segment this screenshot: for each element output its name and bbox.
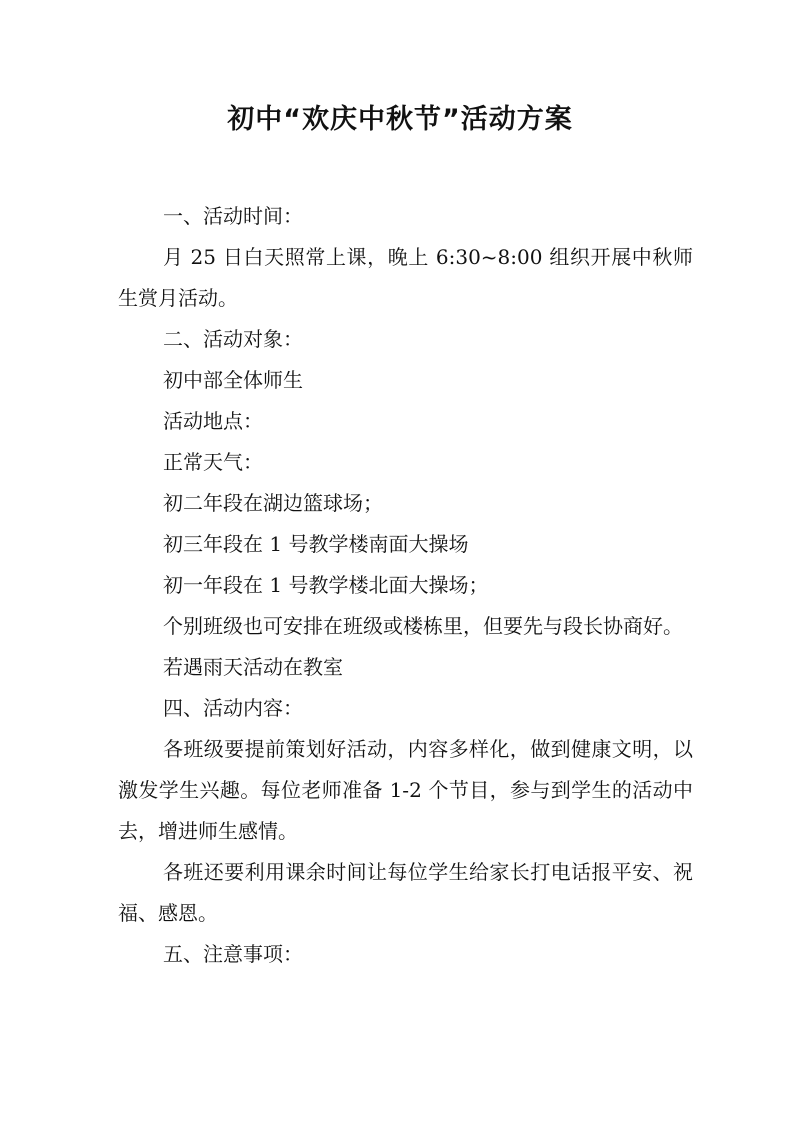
section-heading-time: 一、活动时间： [163, 204, 303, 228]
section-heading-location: 活动地点： [163, 409, 263, 433]
section-heading-content: 四、活动内容： [163, 696, 303, 720]
paragraph-activity-content: 各班级要提前策划好活动，内容多样化，做到健康文明，以激发学生兴趣。每位老师准备 1-2 个节目，参与到学生的活动中去，增进师生感情。 [118, 737, 693, 843]
paragraph-grade-three: 初三年段在 1 号教学楼南面大操场 [163, 532, 469, 556]
paragraph-phone-call: 各班还要利用课余时间让每位学生给家长打电话报平安、祝福、感恩。 [118, 860, 693, 925]
paragraph-participants: 初中部全体师生 [163, 368, 303, 392]
paragraph-grade-one: 初一年段在 1 号教学楼北面大操场； [163, 573, 489, 597]
section-heading-notes: 五、注意事项： [163, 942, 303, 966]
section-heading-participants: 二、活动对象： [163, 327, 303, 351]
paragraph-normal-weather: 正常天气： [163, 450, 263, 474]
document-title: 初中“欢庆中秋节”活动方案 [227, 104, 573, 135]
paragraph-time: 月 25 日白天照常上课，晚上 6:30~8:00 组织开展中秋师生赏月活动。 [118, 245, 693, 310]
paragraph-rainy-day: 若遇雨天活动在教室 [163, 655, 343, 679]
paragraph-individual-classes: 个别班级也可安排在班级或楼栋里，但要先与段长协商好。 [163, 614, 683, 638]
document-body [118, 196, 693, 975]
paragraph-grade-two: 初二年段在湖边篮球场； [163, 491, 383, 515]
